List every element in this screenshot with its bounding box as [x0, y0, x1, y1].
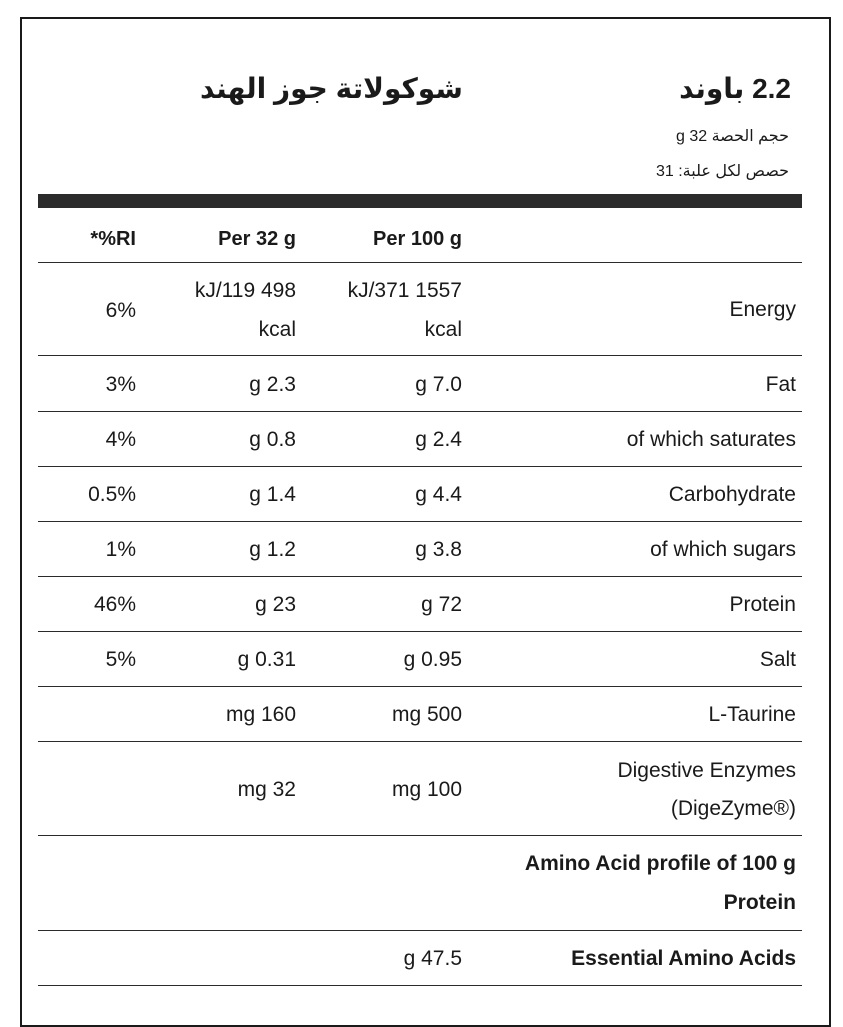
row-divider — [38, 686, 802, 687]
row-divider — [38, 521, 802, 522]
carbohydrate-label: Carbohydrate — [668, 483, 796, 506]
saturates-per-serving: g 0.8 — [249, 428, 296, 451]
carbohydrate-per-100g: g 4.4 — [415, 483, 462, 506]
essential-amino-per-100g: g 47.5 — [403, 947, 462, 970]
servings-per-container: حصص لكل علبة: 31 — [655, 163, 789, 180]
taurine-per-serving: mg 160 — [225, 703, 296, 726]
sugars-per-serving: g 1.2 — [249, 538, 296, 561]
protein-label: Protein — [729, 593, 796, 616]
row-divider — [38, 466, 802, 467]
energy-per-100g-unit: kcal — [424, 318, 462, 341]
energy-per-serving: kJ/119 498 — [194, 279, 296, 302]
protein-per-100g: g 72 — [421, 593, 462, 616]
col-header-per-serving: Per 32 g — [218, 228, 296, 250]
row-divider — [38, 262, 802, 263]
fat-label: Fat — [765, 373, 796, 396]
header-divider-bar — [38, 194, 802, 208]
package-size: 2.2 باوند — [679, 73, 791, 104]
salt-per-serving: g 0.31 — [237, 648, 296, 671]
enzymes-brand: (DigeZyme®) — [670, 797, 796, 820]
amino-profile-heading-protein: Protein — [723, 891, 796, 914]
fat-per-100g: g 7.0 — [415, 373, 462, 396]
fat-ri: 3% — [105, 373, 136, 396]
carbohydrate-ri: 0.5% — [88, 483, 136, 506]
fat-per-serving: g 2.3 — [249, 373, 296, 396]
carbohydrate-per-serving: g 1.4 — [249, 483, 296, 506]
row-divider — [38, 355, 802, 356]
salt-label: Salt — [759, 648, 796, 671]
enzymes-per-100g: mg 100 — [391, 778, 462, 801]
essential-amino-label: Essential Amino Acids — [571, 947, 796, 970]
row-divider — [38, 985, 802, 986]
salt-per-100g: g 0.95 — [403, 648, 462, 671]
row-divider — [38, 930, 802, 931]
row-divider — [38, 631, 802, 632]
enzymes-label: Digestive Enzymes — [617, 759, 796, 782]
energy-ri: 6% — [105, 299, 136, 322]
row-divider — [38, 741, 802, 742]
taurine-per-100g: mg 500 — [391, 703, 462, 726]
col-header-ri: *%RI — [90, 228, 136, 250]
serving-size: حجم الحصة g 32 — [676, 128, 789, 145]
energy-per-100g: kJ/371 1557 — [347, 279, 462, 302]
saturates-per-100g: g 2.4 — [415, 428, 462, 451]
saturates-label: of which saturates — [626, 428, 796, 451]
row-divider — [38, 576, 802, 577]
energy-label: Energy — [729, 298, 796, 321]
row-divider — [38, 411, 802, 412]
sugars-label: of which sugars — [650, 538, 796, 561]
salt-ri: 5% — [105, 648, 136, 671]
protein-ri: 46% — [93, 593, 136, 616]
saturates-ri: 4% — [105, 428, 136, 451]
col-header-per-100g: Per 100 g — [373, 228, 462, 250]
amino-profile-heading: Amino Acid profile of 100 g — [524, 852, 796, 875]
taurine-label: L-Taurine — [708, 703, 796, 726]
energy-per-serving-unit: kcal — [258, 318, 296, 341]
enzymes-per-serving: mg 32 — [237, 778, 296, 801]
row-divider — [38, 835, 802, 836]
sugars-per-100g: g 3.8 — [415, 538, 462, 561]
product-name: شوكولاتة جوز الهند — [200, 73, 463, 104]
sugars-ri: 1% — [105, 538, 136, 561]
protein-per-serving: g 23 — [255, 593, 296, 616]
